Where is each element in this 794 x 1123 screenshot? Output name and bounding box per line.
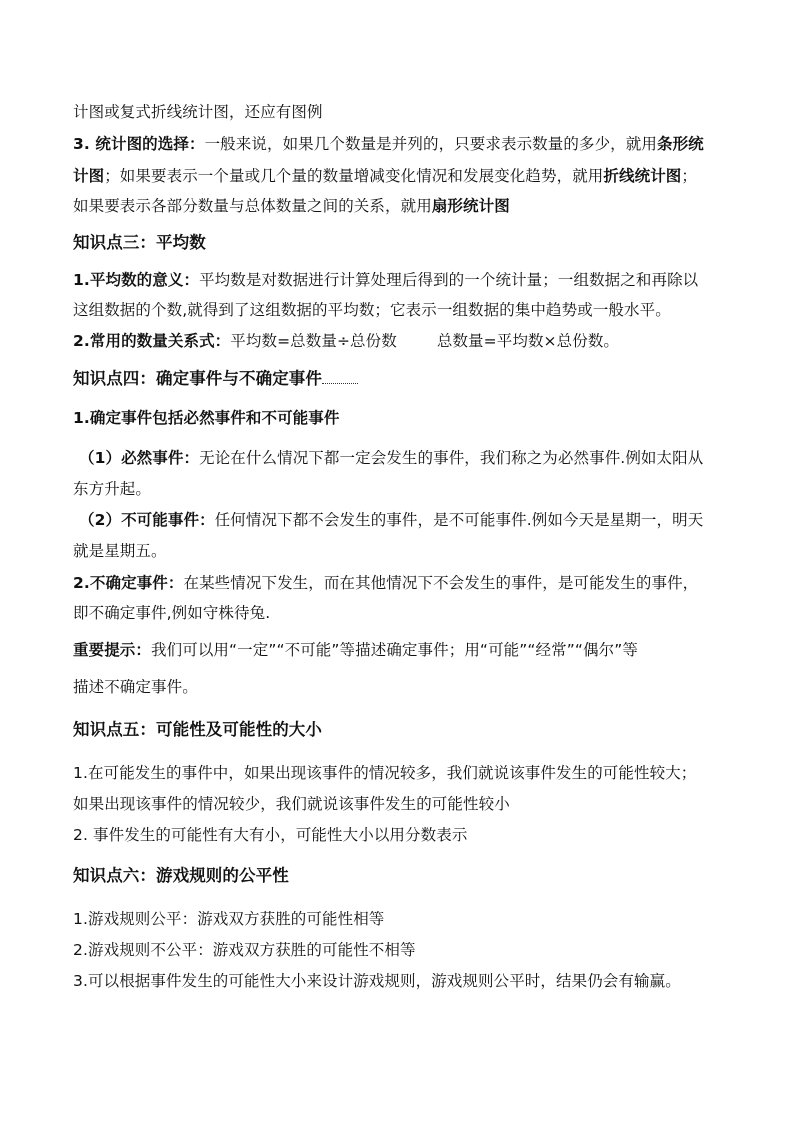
formula-line <box>73 331 619 351</box>
chart-choice-line-3 <box>73 196 510 216</box>
item-label: 2.不确定事件： <box>73 574 184 592</box>
impossible-event-line-2 <box>73 541 167 561</box>
text: 1.在可能发生的事件中，如果出现该事件的情况较多，我们就说该事件发生的可能性较大； <box>73 764 697 782</box>
underline-mark <box>322 371 358 384</box>
text: 计图或复式折线统计图，还应有图例 <box>73 103 323 121</box>
text: 东方升起。 <box>73 480 152 498</box>
text: 平均数是对数据进行计算处理后得到的一个统计量；一组数据之和再除以 <box>199 271 699 289</box>
average-meaning-line-1 <box>73 270 698 290</box>
chart-choice-line-1 <box>73 134 704 154</box>
text: 2.游戏规则不公平：游戏双方获胜的可能性不相等 <box>73 941 416 959</box>
uncertain-event-line-2 <box>73 603 270 623</box>
formula-2: 总数量=平均数×总份数。 <box>436 332 620 350</box>
text: 在某些情况下发生，而在其他情况下不会发生的事件，是可能发生的事件， <box>183 574 699 592</box>
text: 即不确定事件,例如守株待兔. <box>73 604 271 622</box>
sub-heading: 1.确定事件包括必然事件和不可能事件 <box>73 409 340 427</box>
paragraph-line <box>73 102 323 122</box>
text: 3.可以根据事件发生的可能性大小来设计游戏规则，游戏规则公平时，结果仍会有输赢。 <box>73 972 681 990</box>
formula-1: 平均数=总数量÷总份数 <box>230 332 397 350</box>
item-label: 重要提示： <box>73 641 152 659</box>
text: 我们可以用“一定”“不可能”等描述确定事件；用“可能”“经常”“偶尔”等 <box>151 641 638 659</box>
text: 就是星期五。 <box>73 542 167 560</box>
section-heading: 知识点三：平均数 <box>73 233 206 252</box>
keyword: 折线统计图 <box>603 167 682 185</box>
section-heading: 知识点六：游戏规则的公平性 <box>73 866 289 885</box>
text: 任何情况下都不会发生的事件，是不可能事件.例如今天是星期一，明天 <box>214 511 704 529</box>
text: 2. 事件发生的可能性有大有小，可能性大小以用分数表示 <box>73 826 468 844</box>
text: 1.游戏规则公平：游戏双方获胜的可能性相等 <box>73 910 385 928</box>
text: 描述不确定事件。 <box>73 678 198 696</box>
fairness-line-2 <box>73 940 416 960</box>
impossible-event-line-1 <box>79 510 703 530</box>
keyword: 扇形统计图 <box>431 197 510 215</box>
chart-choice-line-2 <box>73 166 697 186</box>
text: ； <box>681 167 698 185</box>
text: ；如果要表示一个量或几个量的数量增减变化情况和发展变化趋势，就用 <box>104 167 604 185</box>
text: 如果出现该事件的情况较少，我们就说该事件发生的可能性较小 <box>73 795 510 813</box>
keyword: 条形统 <box>656 135 704 153</box>
possibility-line-1 <box>73 763 696 783</box>
item-label: 1.平均数的意义： <box>73 271 200 289</box>
average-meaning-line-2 <box>73 300 671 320</box>
text: 无论在什么情况下都一定会发生的事件，我们称之为必然事件.例如太阳从 <box>199 449 704 467</box>
item-label: （1）必然事件： <box>79 449 200 467</box>
text: 如果要表示各部分数量与总体数量之间的关系，就用 <box>73 197 432 215</box>
tip-line-2 <box>73 677 198 697</box>
fairness-line-3 <box>73 971 681 991</box>
tip-line-1 <box>73 640 638 660</box>
possibility-line-3 <box>73 825 467 845</box>
item-label: （2）不可能事件： <box>79 511 215 529</box>
section-heading <box>73 369 358 389</box>
keyword: 计图 <box>73 167 105 185</box>
certain-event-line-2 <box>73 479 151 499</box>
text: 这组数据的个数,就得到了这组数据的平均数；它表示一组数据的集中趋势或一般水平。 <box>73 301 671 319</box>
uncertain-event-line-1 <box>73 573 698 593</box>
certain-event-line-1 <box>79 448 703 468</box>
fairness-line-1 <box>73 909 384 929</box>
item-label: 3. 统计图的选择： <box>73 135 205 153</box>
possibility-line-2 <box>73 794 510 814</box>
heading-text: 知识点四：确定事件与不确定事件 <box>73 369 322 388</box>
text: 一般来说，如果几个数量是并列的，只要求表示数量的多少，就用 <box>204 135 657 153</box>
section-heading: 知识点五：可能性及可能性的大小 <box>73 720 322 739</box>
item-label: 2.常用的数量关系式： <box>73 332 231 350</box>
